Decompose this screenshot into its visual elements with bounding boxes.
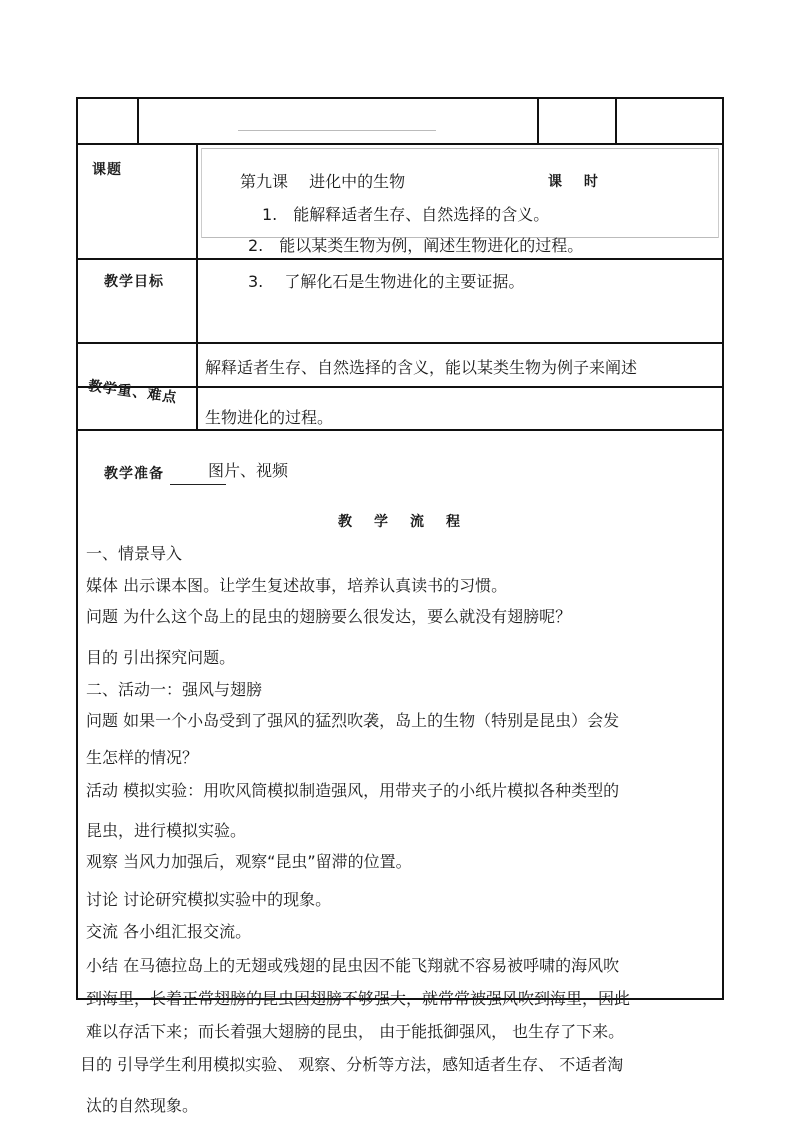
- header-row-divider: [76, 143, 724, 145]
- keypoints-line-1: 解释适者生存、自然选择的含义，能以某类生物为例子来阐述: [205, 358, 638, 377]
- title-box-top: [201, 148, 719, 149]
- header-underline: [238, 130, 436, 131]
- table-left-border: [76, 97, 78, 1000]
- lesson-label: 课题: [92, 162, 122, 178]
- objective-item-1: 1. 能解释适者生存、自然选择的含义。: [262, 205, 550, 224]
- flow-line: 目的 引出探究问题。: [86, 648, 236, 667]
- flow-line: 二、活动一：强风与翅膀: [86, 680, 263, 699]
- keypoints-row-divider: [76, 342, 724, 344]
- flow-line: 问题 为什么这个岛上的昆虫的翅膀要么很发达，要么就没有翅膀呢？: [86, 607, 572, 626]
- flow-line: 一、情景导入: [86, 544, 183, 563]
- flow-line: 目的 引导学生利用模拟实验、 观察、分析等方法，感知适者生存、 不适者淘: [80, 1055, 624, 1074]
- objective-item-3: 3. 了解化石是生物进化的主要证据。: [248, 272, 525, 291]
- title-box-right: [718, 148, 719, 238]
- preparation-value: 图片、视频: [208, 461, 289, 480]
- table-right-border: [722, 97, 724, 1000]
- flow-line: 讨论 讨论研究模拟实验中的现象。: [86, 890, 332, 909]
- period-label: 课 时: [548, 174, 599, 190]
- header-col-3: [615, 97, 617, 144]
- flow-line: 难以存活下来；而长着强大翅膀的昆虫， 由于能抵御强风， 也生存了下来。: [86, 1022, 625, 1041]
- keypoints-label: 教学重、难点: [86, 378, 179, 407]
- header-col-2: [537, 97, 539, 144]
- flow-line: 活动 模拟实验：用吹风筒模拟制造强风，用带夹子的小纸片模拟各种类型的: [86, 781, 620, 800]
- table-top-border: [76, 97, 724, 99]
- flow-line: 媒体 出示课本图。让学生复述故事，培养认真读书的习惯。: [86, 576, 508, 595]
- objectives-label: 教学目标: [104, 274, 164, 290]
- preparation-underline: [170, 484, 226, 485]
- flow-line: 汰的自然现象。: [86, 1096, 199, 1115]
- preparation-row-divider: [76, 429, 724, 431]
- flow-line: 昆虫，进行模拟实验。: [86, 821, 247, 840]
- preparation-label: 教学准备: [104, 466, 164, 482]
- flow-line: 交流 各小组汇报交流。: [86, 922, 252, 941]
- flow-line: 观察 当风力加强后，观察“昆虫”留滞的位置。: [86, 852, 412, 871]
- flow-line: 到海里，长着正常翅膀的昆虫因翅膀不够强大，就常常被强风吹到海里，因此: [86, 989, 631, 1008]
- flow-line: 小结 在马德拉岛上的无翅或残翅的昆虫因不能飞翔就不容易被呼啸的海风吹: [86, 956, 620, 975]
- flow-title: 教 学 流 程: [338, 514, 464, 530]
- flow-line: 生怎样的情况？: [86, 748, 199, 767]
- flow-line: 问题 如果一个小岛受到了强风的猛烈吹袭，岛上的生物（特别是昆虫）会发: [86, 711, 620, 730]
- lesson-title: 第九课 进化中的生物: [240, 172, 406, 191]
- keypoints-line-2: 生物进化的过程。: [205, 408, 334, 427]
- objective-item-2: 2. 能以某类生物为例，阐述生物进化的过程。: [248, 236, 584, 255]
- header-col-1: [137, 97, 139, 144]
- title-box-left: [201, 148, 202, 238]
- objectives-row-divider: [76, 258, 724, 260]
